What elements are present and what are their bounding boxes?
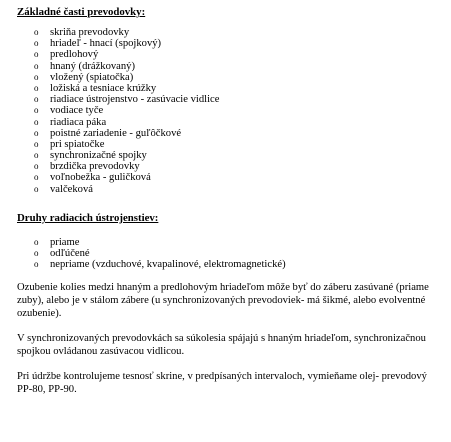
- list-item-text: valčeková: [50, 183, 93, 195]
- list-item-text: ložiská a tesniace krúžky: [50, 82, 157, 94]
- list-item-text: riadiaca páka: [50, 116, 107, 128]
- list-item: [17, 184, 439, 195]
- list-item-text: vodiace tyče: [50, 105, 104, 117]
- bullet-icon: o: [34, 127, 39, 138]
- paragraph-synchronization: V synchronizovaných prevodovkách sa súkolesia spájajú s hnaným hriadeľom, synchronizačnou spojkou ovládanou zasúvacou vidlicou.: [17, 332, 426, 357]
- bullet-icon: o: [34, 49, 39, 60]
- paragraph-gearing: Ozubenie kolies medzi hnaným a predlohovým hriadeľom môže byť do záberu zasúvané (priame zuby), alebo je v stálom zábere (u synchronizovaných prevodoviek- má šikmé, alebo evolventné ozubenie).: [17, 282, 429, 319]
- bullet-icon: o: [34, 71, 39, 82]
- bullet-icon: o: [34, 82, 39, 93]
- list-item-text: predlohový: [50, 49, 99, 61]
- section-heading-types: Druhy radiacich ústrojenstiev:: [17, 211, 159, 224]
- list-item: [17, 248, 439, 259]
- section-heading-parts: Základné časti prevodovky:: [17, 6, 146, 18]
- list-item-text: skriňa prevodovky: [50, 27, 130, 38]
- list-item-text: voľnobežka - guličková: [50, 172, 151, 184]
- bullet-icon: o: [34, 183, 39, 194]
- list-item: [17, 237, 439, 248]
- bullet-icon: o: [34, 259, 39, 270]
- list-item-text: brzdička prevodovky: [50, 161, 140, 173]
- list-item: [17, 150, 439, 161]
- bullet-icon: o: [34, 236, 39, 247]
- bullet-icon: o: [34, 138, 39, 149]
- list-item-text: hnaný (drážkovaný): [50, 60, 136, 72]
- list-item: [17, 172, 439, 183]
- bullet-icon: o: [34, 116, 39, 127]
- list-item-text: synchronizačné spojky: [50, 150, 147, 162]
- list-item: [17, 117, 439, 128]
- bullet-icon: o: [34, 161, 39, 172]
- bullet-icon: o: [34, 248, 39, 258]
- list-item: [17, 38, 439, 49]
- list-item: [17, 61, 439, 72]
- list-item-text: riadiace ústrojenstvo - zasúvacie vidlice: [50, 94, 220, 106]
- bullet-icon: o: [34, 105, 39, 116]
- list-item: [17, 139, 439, 150]
- list-item-text: nepriame (vzduchové, kvapalinové, elektromagnetické): [50, 259, 286, 271]
- list-item-text: hriadeľ - hnací (spojkový): [50, 38, 162, 50]
- paragraph-maintenance: Pri údržbe kontrolujeme tesnosť skrine, v predpísaných intervaloch, vymieňame olej- prevodový PP-80, PP-90.: [17, 370, 427, 395]
- types-list: [17, 237, 439, 271]
- list-item-text: poistné zariadenie - guľôčkové: [50, 127, 182, 139]
- list-item-text: vložený (spiatočka): [50, 71, 134, 83]
- list-item: [17, 259, 439, 270]
- bullet-icon: o: [34, 27, 39, 37]
- bullet-icon: o: [34, 94, 39, 105]
- bullet-icon: o: [34, 150, 39, 161]
- list-item-text: priame: [50, 236, 80, 248]
- list-item: [17, 161, 439, 172]
- list-item: [17, 49, 439, 60]
- bullet-icon: o: [34, 172, 39, 183]
- list-item: [17, 27, 439, 38]
- list-item: [17, 128, 439, 139]
- bullet-icon: o: [34, 38, 39, 49]
- list-item: [17, 94, 439, 105]
- list-item: [17, 72, 439, 83]
- parts-list: [17, 27, 439, 195]
- list-item: [17, 83, 439, 94]
- bullet-icon: o: [34, 60, 39, 71]
- list-item-text: pri spiatočke: [50, 138, 105, 150]
- list-item-text: odľúčené: [50, 248, 90, 259]
- list-item: [17, 105, 439, 116]
